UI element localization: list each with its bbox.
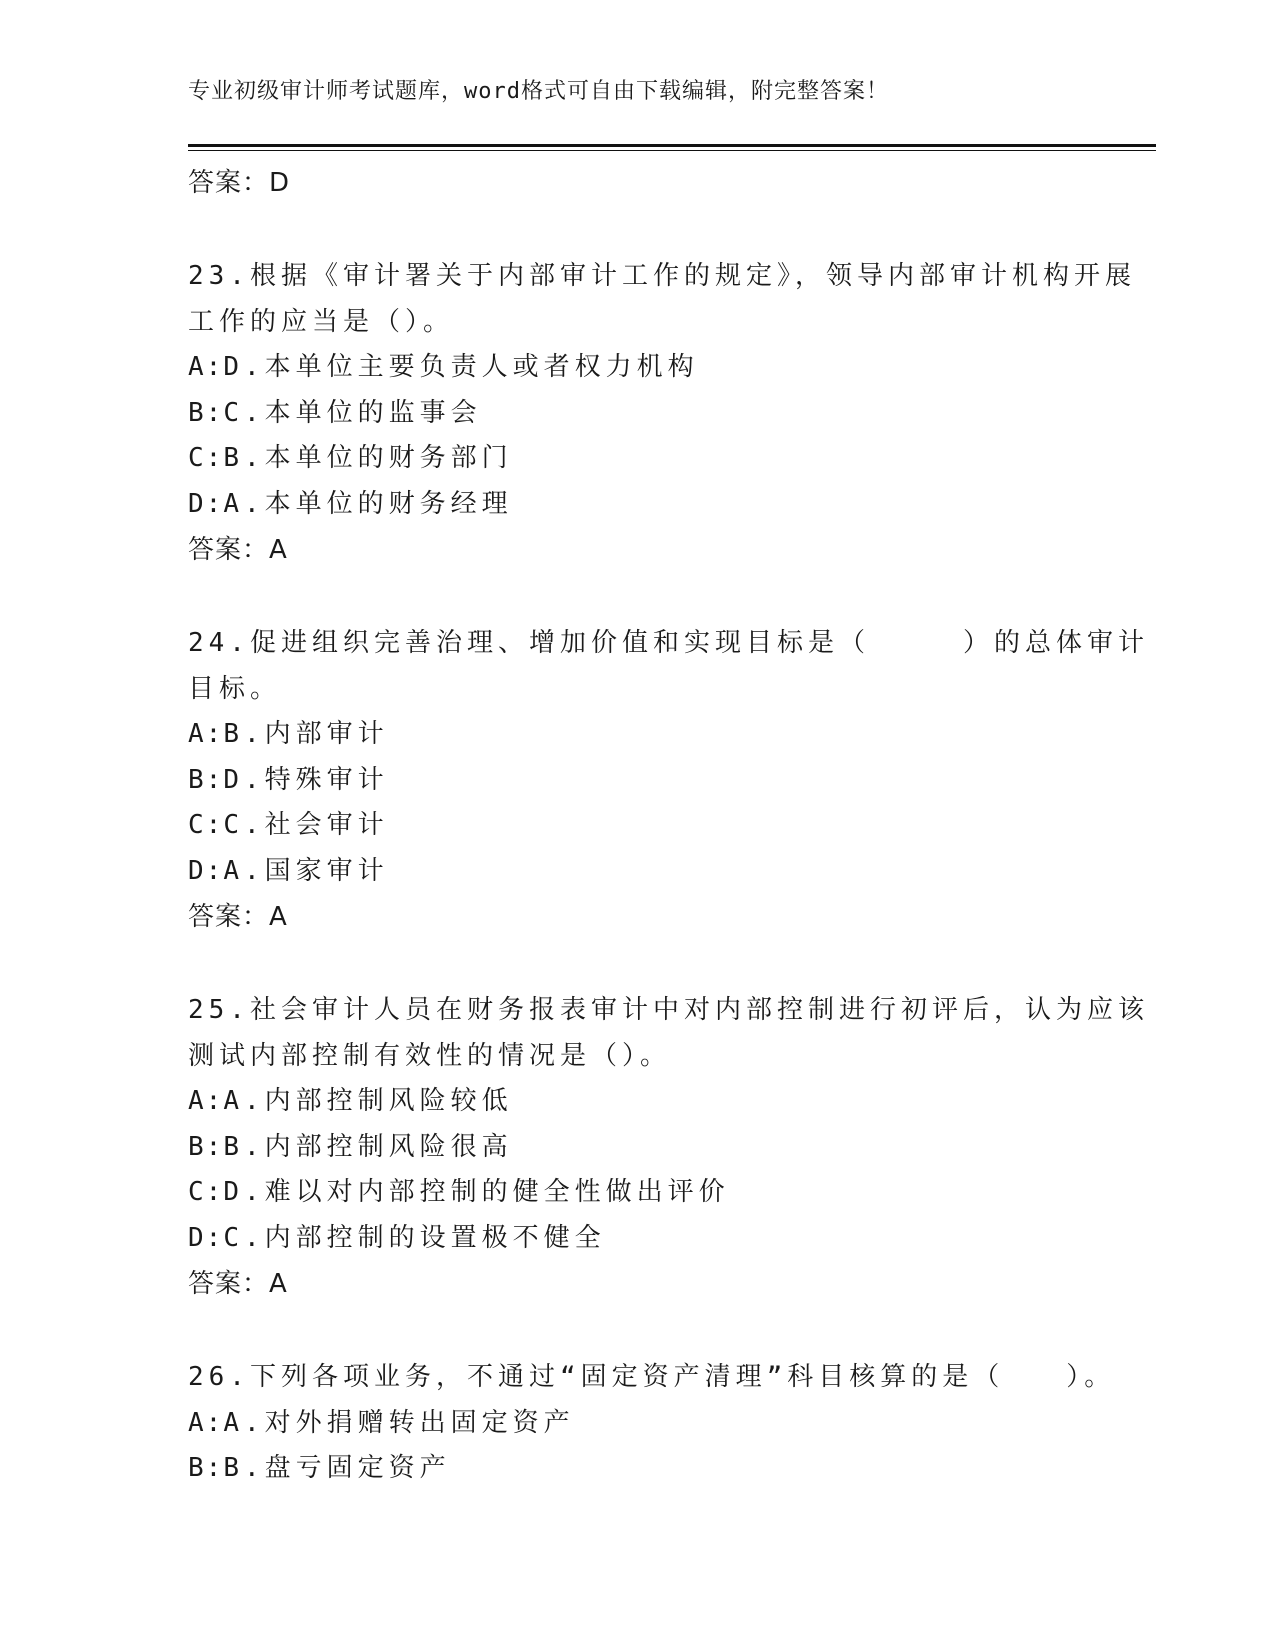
question-text-line: 工作的应当是（）。 [188, 306, 455, 337]
answer-label: 答案： [188, 902, 270, 932]
header-rule-thick [188, 144, 1156, 147]
question-text-line: 23.根据《审计署关于内部审计工作的规定》，领导内部审计机构开展 [188, 261, 1136, 291]
option-text: A.本单位的财务经理 [223, 488, 513, 519]
question-24 [188, 621, 1149, 940]
option-text: B.本单位的财务部门 [223, 443, 513, 473]
option-b [188, 391, 1088, 437]
option-a [188, 1401, 1088, 1447]
answer-value: A [269, 1269, 287, 1299]
answer [188, 1261, 1088, 1307]
option-key: B: [188, 397, 224, 428]
answer [188, 894, 1088, 940]
question-text-line: 目标。 [188, 673, 282, 704]
answer-value: A [269, 902, 287, 932]
option-a [188, 712, 1088, 758]
option-key: B: [188, 1131, 224, 1162]
option-text: A.对外捐赠转出固定资产 [223, 1407, 575, 1438]
option-text: B.内部审计 [223, 719, 389, 749]
option-text: C.内部控制的设置极不健全 [223, 1222, 606, 1253]
option-d [188, 1216, 1088, 1262]
option-d [188, 482, 1088, 528]
option-key: C: [188, 1177, 224, 1207]
option-text: A.国家审计 [223, 855, 389, 886]
option-key: B: [188, 1453, 224, 1483]
option-c [188, 436, 1088, 482]
option-key: D: [188, 855, 224, 886]
option-text: D.本单位主要负责人或者权力机构 [223, 352, 699, 382]
answer-value: D [269, 168, 290, 198]
option-key: C: [188, 810, 224, 840]
header-rule-thin [188, 150, 1156, 151]
option-b [188, 1446, 1088, 1492]
question-26 [188, 1355, 1116, 1492]
option-text: C.本单位的监事会 [223, 397, 482, 428]
option-text: D.难以对内部控制的健全性做出评价 [223, 1177, 730, 1207]
option-c [188, 803, 1088, 849]
answer [188, 527, 1088, 573]
header-note: 专业初级审计师考试题库，word格式可自由下载编辑，附完整答案！ [188, 79, 889, 104]
question-text-line: 26.下列各项业务，不通过“固定资产清理”科目核算的是（ ）。 [188, 1362, 1116, 1392]
answer-label: 答案： [188, 1269, 270, 1299]
option-c [188, 1170, 1088, 1216]
question-text-line: 测试内部控制有效性的情况是（）。 [188, 1040, 672, 1071]
option-text: B.盘亏固定资产 [223, 1453, 451, 1483]
option-key: B: [188, 764, 224, 795]
option-text: C.社会审计 [223, 810, 389, 840]
answer-label: 答案： [188, 535, 270, 565]
option-a [188, 345, 1088, 391]
option-d [188, 849, 1088, 895]
option-key: A: [188, 352, 224, 382]
option-key: C: [188, 443, 224, 473]
question-23 [188, 254, 1136, 573]
question-text-line: 25.社会审计人员在财务报表审计中对内部控制进行初评后，认为应该 [188, 995, 1149, 1025]
option-b [188, 758, 1088, 804]
option-b [188, 1125, 1088, 1171]
option-key: A: [188, 719, 224, 749]
option-a [188, 1079, 1088, 1125]
question-25 [188, 988, 1149, 1307]
question-text-line: 24.促进组织完善治理、增加价值和实现目标是（ ）的总体审计 [188, 628, 1149, 658]
option-text: B.内部控制风险很高 [223, 1131, 513, 1162]
option-key: A: [188, 1407, 224, 1438]
option-key: D: [188, 1222, 224, 1253]
document-content [188, 160, 1149, 1492]
answer-value: A [269, 535, 287, 565]
answer-label: 答案： [188, 168, 270, 198]
option-key: A: [188, 1086, 224, 1116]
previous-answer [188, 160, 1088, 206]
option-text: D.特殊审计 [223, 764, 389, 795]
option-key: D: [188, 488, 224, 519]
option-text: A.内部控制风险较低 [223, 1086, 513, 1116]
